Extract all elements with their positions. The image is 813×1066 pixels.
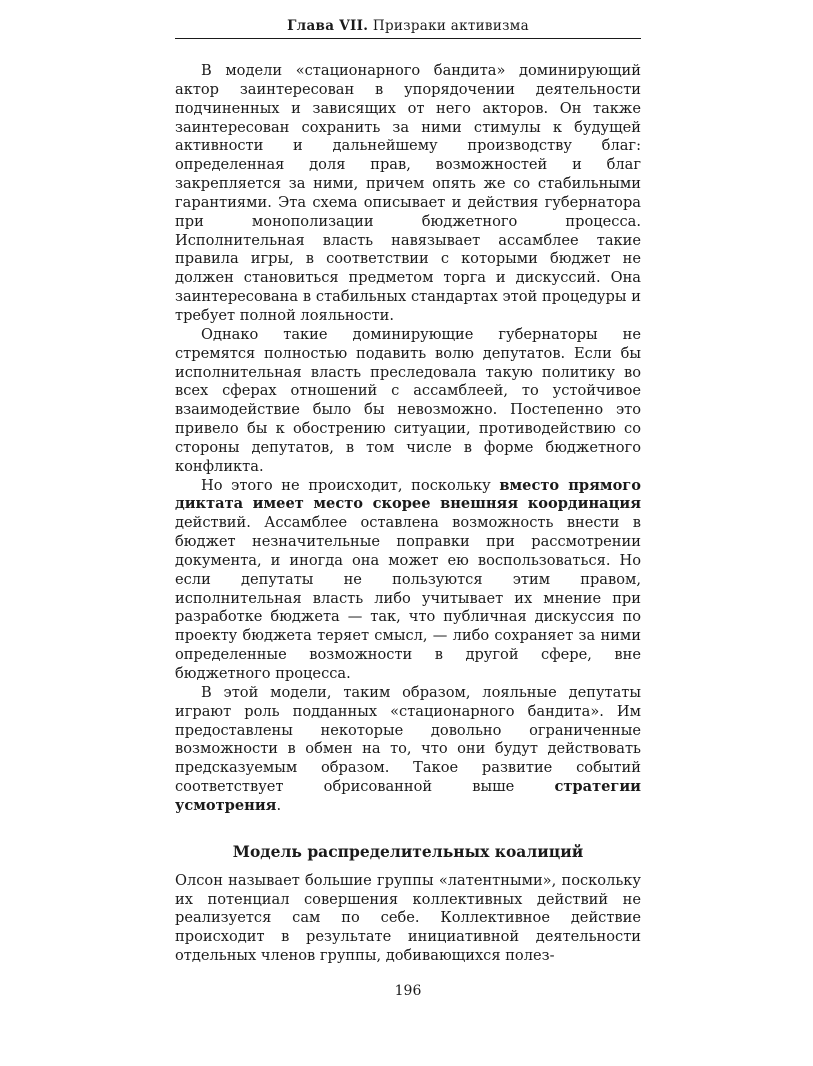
chapter-label: Глава VII. bbox=[287, 18, 369, 34]
paragraph-text: В этой модели, таким образом, лояльные депутаты играют роль подданных «стационарного бандита». Им предоставлены некоторые довольно ограниченные возможности в обмен на то, что они будут действовать предсказуемым образом. Такое развитие событий соответствует обрисованной выше bbox=[175, 683, 641, 796]
emphasis-text: стратегии усмотрения bbox=[175, 778, 641, 814]
body-text bbox=[175, 62, 641, 966]
paragraph-list bbox=[175, 62, 641, 816]
paragraph bbox=[175, 684, 641, 816]
chapter-title: Призраки активизма bbox=[372, 18, 529, 34]
paragraph bbox=[175, 477, 641, 684]
paragraph bbox=[175, 326, 641, 477]
paragraph-text: действий. Ассамблее оставлена возможность внести в бюджет незначительные поправки при рассмотрении документа, и иногда она может ею воспользоваться. Но если депутаты не пользуются этим правом, исполнительная власть либо учитывает их мнение при разработке бюджета — так, что публичная дискуссия по проекту бюджета теряет смысл, — либо сохраняет за ними определенные возможности в другой сфере, вне бюджетного процесса. bbox=[175, 514, 641, 682]
paragraph-text: В модели «стационарного бандита» доминирующий актор заинтересован в упорядочении деятельности подчиненных и зависящих от него акторов. Он также заинтересован сохранить за ними стимулы к будущей активности и дальнейшему производству благ: определенная доля прав, возможностей и благ закрепляется за ними, причем опять же со стабильными гарантиями. Эта схема описывает и действия губернатора при монополизации бюджетного процесса. Исполнительная власть навязывает ассамблее такие правила игры, в соответствии с которыми бюджет не должен становиться предметом торга и дискуссий. Она заинтересована в стабильных стандартах этой процедуры и требует полной лояльности. bbox=[175, 62, 641, 324]
paragraph-text: Однако такие доминирующие губернаторы не стремятся полностью подавить волю депутатов. Если бы исполнительная власть преследовала такую политику во всех сферах отношений с ассамблеей, то устойчивое взаимодействие было бы невозможно. Постепенно это привело бы к обострению ситуации, противодействию со стороны депутатов, в том числе в форме бюджетного конфликта. bbox=[175, 325, 641, 475]
running-header bbox=[175, 16, 641, 39]
book-page bbox=[175, 16, 641, 1000]
paragraph bbox=[175, 62, 641, 326]
paragraph-text: . bbox=[276, 796, 282, 814]
paragraph-text: Но этого не происходит, поскольку bbox=[201, 476, 500, 494]
paragraph-final: Олсон называет большие группы «латентными», поскольку их потенциал совершения коллективных действий не реализуется сам по себе. Коллективное действие происходит в результате инициативной деятельности отдельных членов группы, добивающихся полез- bbox=[175, 871, 641, 965]
section-heading: Модель распределительных коалиций bbox=[232, 841, 584, 861]
emphasis-text: вместо прямого диктата имеет место скорее внешняя координация bbox=[175, 476, 641, 513]
page-number: 196 bbox=[394, 982, 422, 999]
